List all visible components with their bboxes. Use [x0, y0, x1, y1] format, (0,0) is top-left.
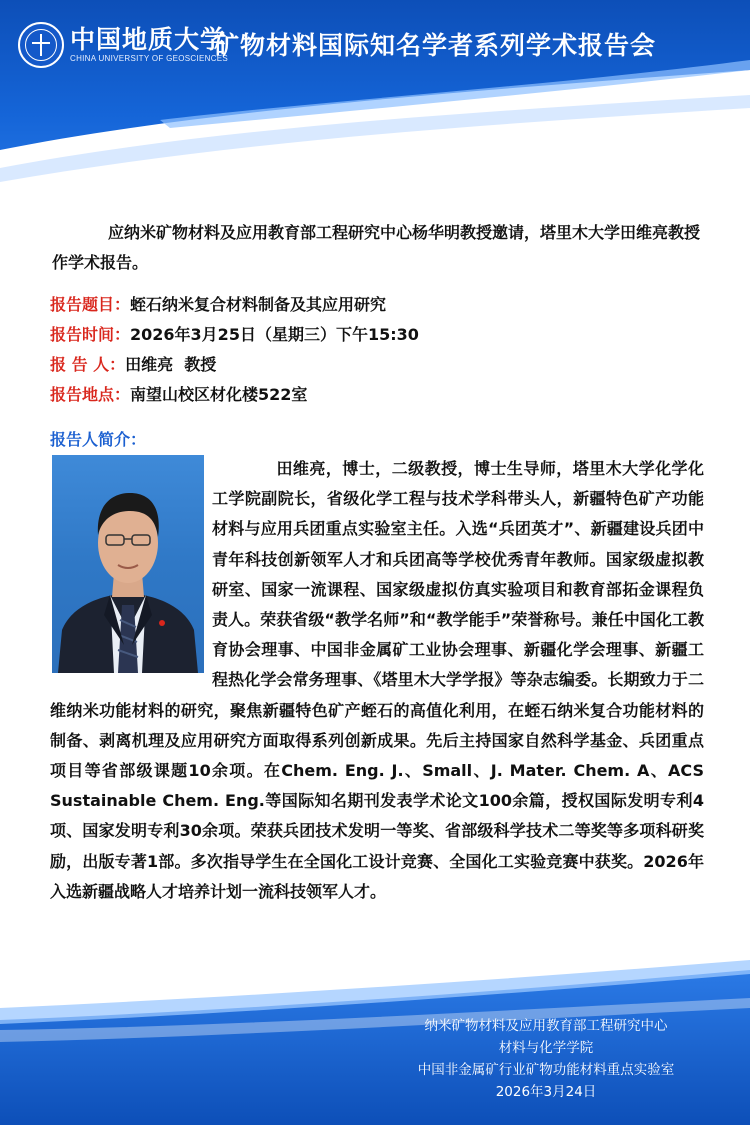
info-value: 蛭石纳米复合材料制备及其应用研究	[130, 295, 387, 314]
bio-heading: 报告人简介：	[50, 430, 147, 449]
info-label: 报告时间：	[50, 325, 131, 344]
info-value: 2026年3月25日（星期三）下午15:30	[130, 325, 419, 344]
university-emblem-icon	[18, 22, 64, 68]
info-row-topic	[50, 293, 386, 317]
photo-space	[50, 454, 212, 680]
info-value: 南望山校区材化楼522室	[130, 385, 308, 404]
speaker-bio	[50, 454, 704, 907]
info-value: 田维亮 教授	[125, 355, 217, 374]
info-label: 报告题目：	[50, 295, 131, 314]
footer-org-2: 材料与化学学院	[498, 1040, 594, 1056]
university-name-en: CHINA UNIVERSITY OF GEOSCIENCES	[70, 54, 229, 63]
bio-text: 田维亮，博士，二级教授，博士生导师，塔里木大学化学化工学院副院长，省级化学工程与技术学科带头人，新疆特色矿产功能材料与应用兵团重点实验室主任。入选“兵团英才”、新疆建设兵团中青年科技创新领军人才和兵团高等学校优秀青年教师。国家级虚拟教研室、国家一流课程、国家级虚拟仿真实验项目和教育部拓金课程负责人。荣获省级“教学名师”和“教学能手”荣誉称号。兼任中国化工教育协会理事、中国非金属矿工业协会理事、新疆化学会理事、新疆工程热化学会常务理事、《塔里木大学学报》等杂志编委。长期致力于二维纳米功能材料的研究，聚焦新疆特色矿产蛭石的高值化利用，在蛭石纳米复合功能材料的制备、剥离机理及应用研究方面取得系列创新成果。先后主持国家自然科学基金、兵团重点项目等省部级课题10余项。在Chem. Eng. J.、Small、J. Mater. Chem. A、ACS Sustainable Chem. Eng.等国际知名期刊发表学术论文100余篇，授权国际发明专利4项、国家发明专利30余项。荣获兵团技术发明一等奖、省部级科学技术二等奖等多项科研奖励，出版专著1部。多次指导学生在全国化工设计竞赛、全国化工实验竞赛中获奖。2026年入选新疆战略人才培养计划一流科技领军人才。	[50, 459, 704, 901]
footer-org-3: 中国非金属矿行业矿物功能材料重点实验室	[417, 1062, 675, 1078]
page-title: 矿物材料国际知名学者系列学术报告会	[214, 31, 657, 60]
university-name-cn: 中国地质大学	[70, 25, 227, 54]
intro-paragraph: 应纳米矿物材料及应用教育部工程研究中心杨华明教授邀请，塔里木大学田维亮教授作学术报告。	[52, 223, 701, 272]
info-row-speaker	[50, 353, 216, 377]
footer-date: 2026年3月24日	[495, 1084, 597, 1100]
info-label: 报告地点：	[50, 385, 131, 404]
footer-banner	[0, 960, 750, 1125]
info-row-location	[50, 383, 307, 407]
info-label: 报 告 人：	[50, 355, 126, 374]
info-row-time	[50, 323, 419, 347]
footer-org-1: 纳米矿物材料及应用教育部工程研究中心	[424, 1018, 668, 1034]
header-banner	[0, 0, 750, 210]
